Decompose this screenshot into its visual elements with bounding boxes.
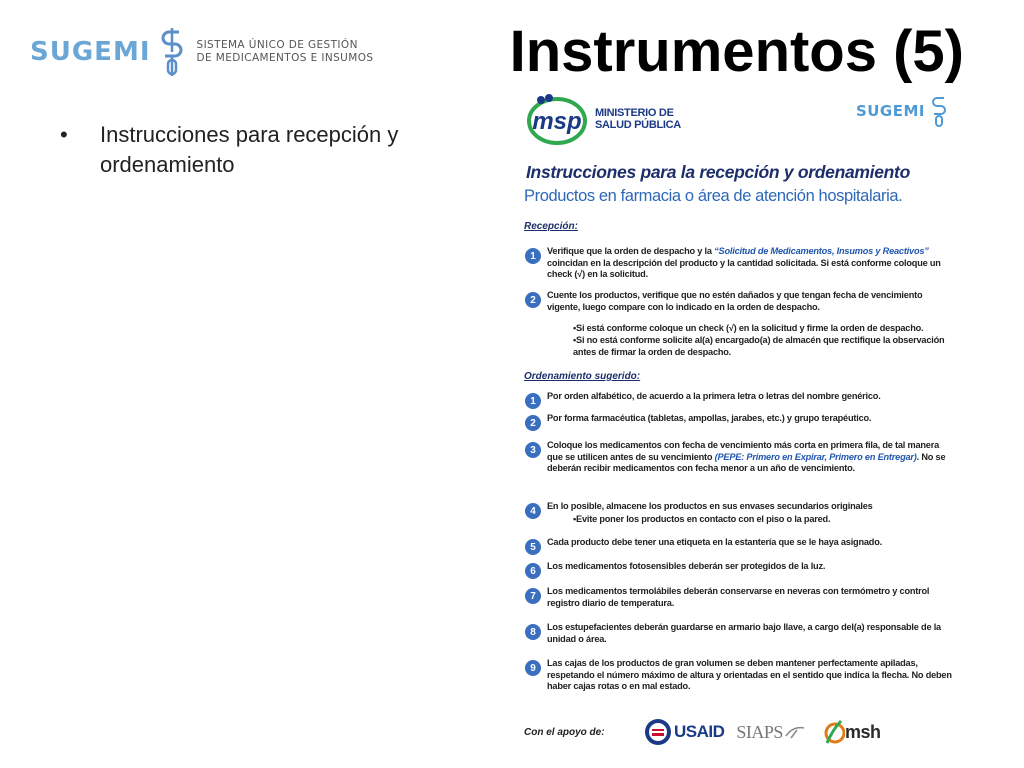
- reception-item-1: [525, 246, 955, 281]
- order-item-3: [525, 440, 955, 475]
- bullet-list: [60, 120, 440, 180]
- slide-title: Instrumentos (5): [509, 19, 964, 84]
- sugemi-logo: [30, 24, 373, 80]
- order-item-6: [525, 561, 955, 579]
- reception-item-text: Verifique que la orden de despacho y la “Solicitud de Medicamentos, Insumos y Reactivos” coincidan en la descripción del producto y la cantidad solicitada. Si está conforme coloque un check (√) en la solicitud.: [547, 246, 941, 279]
- step-number-badge: 5: [525, 539, 541, 555]
- step-number-badge: 4: [525, 503, 541, 519]
- msh-word: msh: [844, 721, 881, 742]
- instructions-document: [515, 88, 965, 760]
- reception-sub-bullet-2: •Si no está conforme solicite al(a) encargado(a) de almacén que rectifique la observación antes de firmar la orden de despacho.: [573, 335, 945, 357]
- reception-item-text: Cuente los productos, verifique que no estén dañados y que tengan fecha de vencimiento vigente, luego compare con lo indicado en la orden de despacho.: [547, 290, 923, 312]
- msh-mark-icon: [823, 719, 845, 745]
- order-item-text: Las cajas de los productos de gran volumen se deben mantener perfectamente apiladas, respetando el número máximo de altura y orientadas en el sentido que indica la flecha. No deben haber cajas rotas o en mal estado.: [547, 658, 952, 691]
- step-number-badge: 3: [525, 442, 541, 458]
- usaid-logo: [644, 718, 724, 746]
- order-item-text: Por orden alfabético, de acuerdo a la primera letra o letras del nombre genérico.: [547, 391, 881, 401]
- document-header: [515, 88, 965, 154]
- document-subtitle: Productos en farmacia o área de atención hospitalaria.: [524, 187, 903, 205]
- reception-sub-bullet-1: •Si está conforme coloque un check (√) en la solicitud y firme la orden de despacho.: [573, 323, 924, 333]
- step-number-badge: 9: [525, 660, 541, 676]
- msp-line2: SALUD PÚBLICA: [595, 119, 681, 131]
- svg-text:msp: msp: [532, 108, 582, 135]
- order-item-7: [525, 586, 955, 609]
- msp-logo: [527, 92, 681, 146]
- sugemi-mark-icon: [159, 26, 185, 78]
- step-number-badge: 2: [525, 292, 541, 308]
- form-name-highlight: “Solicitud de Medicamentos, Insumos y Reactivos”: [714, 246, 929, 256]
- logo-sub-line2: DE MEDICAMENTOS E INSUMOS: [196, 52, 374, 64]
- bullet-dot-icon: •: [60, 122, 68, 147]
- support-label: Con el apoyo de:: [524, 726, 605, 738]
- pepe-highlight: (PEPE: Primero en Expirar, Primero en Entregar): [714, 451, 917, 462]
- order-item-text: Los medicamentos fotosensibles deberán ser protegidos de la luz.: [547, 561, 826, 571]
- order-item-9: [525, 658, 955, 693]
- logo-sub-line1: SISTEMA ÚNICO DE GESTIÓN: [196, 39, 358, 51]
- order-item-text: Los estupefacientes deberán guardarse en armario bajo llave, a cargo del(a) responsable de la unidad o área.: [547, 622, 941, 644]
- order-label: Ordenamiento sugerido:: [524, 371, 641, 382]
- order-item-text: Cada producto debe tener una etiqueta en la estantería que se le haya asignado.: [547, 537, 882, 547]
- reception-item-2: [525, 290, 955, 313]
- reception-label: Recepción:: [524, 221, 578, 232]
- step-number-badge: 6: [525, 563, 541, 579]
- order-item-2: [525, 413, 955, 431]
- step-number-badge: 2: [525, 415, 541, 431]
- siaps-logo: SIAPS: [736, 721, 783, 742]
- order-item-5: [525, 537, 955, 555]
- logo-subtitle: [197, 39, 374, 65]
- siaps-swoosh-icon: [785, 724, 805, 740]
- order-item-text: Coloque los medicamentos con fecha de vencimiento más corta en primera fila, de tal manera que se utilicen antes de su vencimiento (PEPE: Primero en Expirar, Primero en Entregar). No se deberán recibir medicamentos con fecha menor a un año de vencimiento.: [547, 440, 946, 473]
- msh-logo: [823, 719, 881, 745]
- step-number-badge: 1: [525, 393, 541, 409]
- support-footer: [524, 718, 964, 746]
- order-item-text: Por forma farmacéutica (tabletas, ampollas, jarabes, etc.) y grupo terapéutico.: [547, 413, 872, 423]
- order-item-text: En lo posible, almacene los productos en sus envases secundarios originales: [547, 501, 873, 511]
- order-item-8: [525, 622, 955, 645]
- msp-name: [595, 107, 681, 131]
- order-item-text: Los medicamentos termolábiles deberán conservarse en neveras con termómetro y control registro diario de temperatura.: [547, 586, 930, 608]
- bullet-item: [60, 120, 440, 180]
- usaid-seal-icon: [644, 718, 672, 746]
- usaid-word: USAID: [674, 722, 725, 741]
- msp-mark-icon: [527, 92, 591, 146]
- order-item-1: [525, 391, 955, 409]
- doc-sugemi-word: SUGEMI: [855, 102, 925, 120]
- step-number-badge: 7: [525, 588, 541, 604]
- logo-wordmark: SUGEMI: [30, 37, 151, 67]
- step-number-badge: 1: [525, 248, 541, 264]
- step-number-badge: 8: [525, 624, 541, 640]
- order-4-sub-bullet: •Evite poner los productos en contacto con el piso o la pared.: [573, 514, 831, 524]
- msp-line1: MINISTERIO DE: [595, 107, 674, 119]
- document-title: Instrucciones para la recepción y ordenamiento: [526, 162, 910, 182]
- bullet-text: Instrucciones para recepción y ordenamiento: [100, 122, 399, 177]
- doc-sugemi-logo: [856, 94, 947, 128]
- doc-sugemi-mark-icon: [931, 94, 947, 128]
